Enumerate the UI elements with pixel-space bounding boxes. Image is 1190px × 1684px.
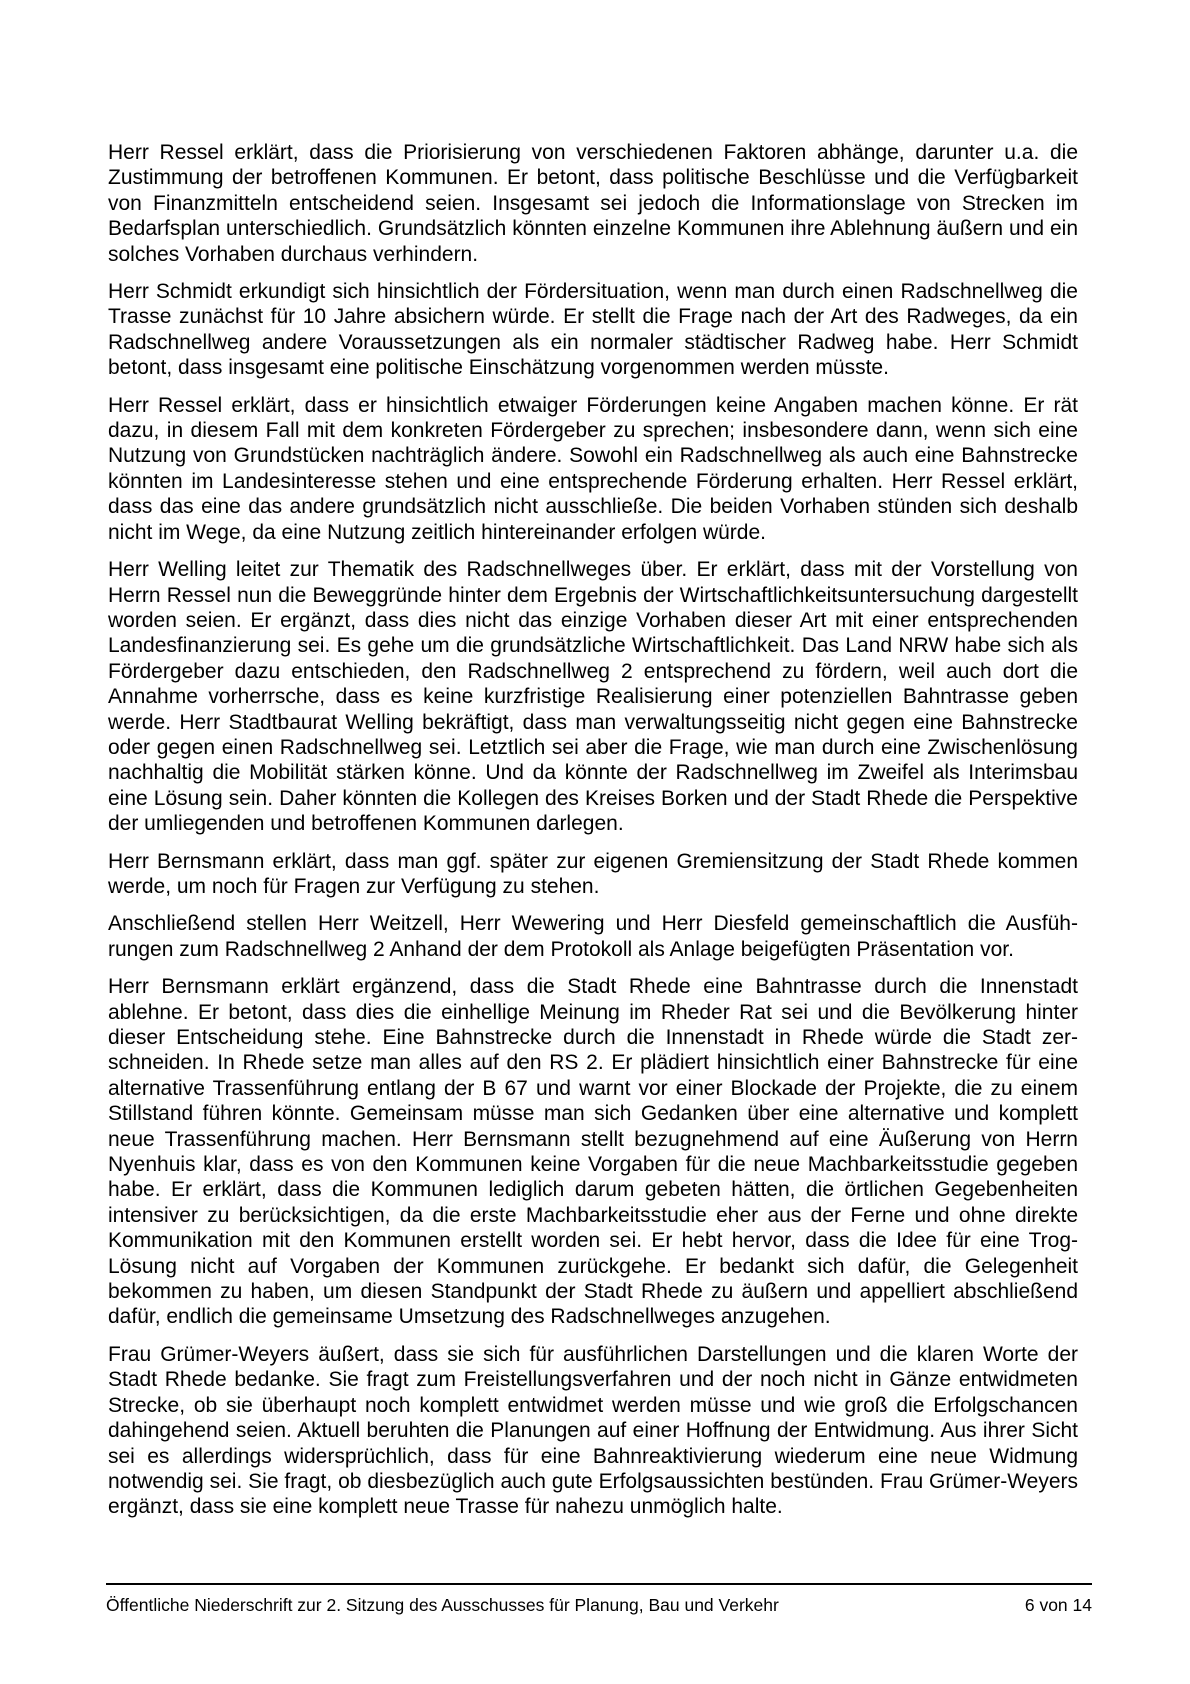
paragraph: Herr Bernsmann erklärt ergänzend, dass die Stadt Rhede eine Bahntrasse durch die Innenstadt ablehne. Er betont, dass dies die einhellige Meinung im Rheder Rat sei und die Bevölkerung hinter dieser Entscheidung stehe. Eine Bahnstrecke durch die Innenstadt in Rhede würde die Stadt zerschneiden. In Rhede setze man alles auf den RS 2. Er plädiert hinsichtlich einer Bahnstrecke für eine alternative Trassenführung entlang der B 67 und warnt vor einer Blockade der Projekte, die zu einem Stillstand führen könnte. Gemeinsam müsse man sich Gedanken über eine alternative und komplett neue Trassenführung machen. Herr Bernsmann stellt bezugnehmend auf eine Äußerung von Herrn Nyenhuis klar, dass es von den Kommunen keine Vorgaben für die neue Machbarkeitsstudie gegeben habe. Er erklärt, dass die Kommunen lediglich darum gebeten hätten, die örtlichen Gegebenheiten intensiver zu berücksichtigen, da die erste Machbarkeitsstudie eher aus der Ferne und ohne direkte Kommunikation mit den Kommunen erstellt worden sei. Er hebt hervor, dass die Idee für eine Trog-Lösung nicht auf Vorgaben der Kommunen zurückgehe. Er bedankt sich dafür, die Gelegenheit bekommen zu haben, um diesen Standpunkt der Stadt Rhede zu äußern und appelliert abschließend dafür, endlich die gemeinsame Umsetzung des Radschnellweges anzugehen. [108,975,1078,1329]
paragraph: Herr Ressel erklärt, dass er hinsichtlich etwaiger Förderungen keine Angaben machen könne. Er rät dazu, in diesem Fall mit dem konkreten Fördergeber zu sprechen; insbesondere dann, wenn sich eine Nutzung von Grundstücken nachträglich ändere. Sowohl ein Radschnellweg als auch eine Bahnstrecke könnten im Landesinteresse stehen und eine entsprechende Förderung erhalten. Herr Ressel erklärt, dass das eine das andere grundsätzlich nicht ausschließe. Die beiden Vorhaben stünden sich deshalb nicht im Wege, da eine Nutzung zeitlich hintereinander erfolgen würde. [108,393,1078,544]
footer-document-title: Öffentliche Niederschrift zur 2. Sitzung des Ausschusses für Planung, Bau und Verkehr [106,1595,779,1615]
paragraph: Anschließend stellen Herr Weitzell, Herr Wewering und Herr Diesfeld gemeinschaftlich die Ausführungen zum Radschnellweg 2 Anhand der dem Protokoll als Anlage beigefügten Präsentation vor. [108,912,1078,961]
page-footer [106,1583,1092,1616]
paragraph: Frau Grümer-Weyers äußert, dass sie sich für ausführlichen Darstellungen und die klaren Worte der Stadt Rhede bedanke. Sie fragt zum Freistellungsverfahren und der noch nicht in Gänze entwidmeten Strecke, ob sie überhaupt noch komplett entwidmet werden müsse und wie groß die Erfolgschancen dahingehend seien. Aktuell beruhten die Planungen auf einer Hoffnung der Entwidmung. Aus ihrer Sicht sei es allerdings widersprüchlich, dass für eine Bahnreaktivierung wiederum eine neue Widmung notwendig sei. Sie fragt, ob diesbezüglich auch gute Erfolgsaussichten bestünden. Frau Grümer-Weyers ergänzt, dass sie eine komplett neue Trasse für nahezu unmöglich halte. [108,1342,1078,1519]
footer-row [106,1585,1092,1616]
document-body [108,140,1078,1532]
footer-page-number: 6 von 14 [1024,1595,1092,1615]
paragraph: Herr Welling leitet zur Thematik des Radschnellweges über. Er erklärt, dass mit der Vorstellung von Herrn Ressel nun die Beweggründe hinter dem Ergebnis der Wirtschaftlichkeitsuntersuchung dargestellt worden seien. Er ergänzt, dass dies nicht das einzige Vorhaben dieser Art mit einer entsprechenden Landesfinanzierung sei. Es gehe um die grundsätzliche Wirtschaftlichkeit. Das Land NRW habe sich als Fördergeber dazu entschieden, den Radschnellweg 2 entsprechend zu fördern, weil auch dort die Annahme vorherrsche, dass es keine kurzfristige Realisierung einer potenziellen Bahntrasse geben werde. Herr Stadtbaurat Welling bekräftigt, dass man verwaltungsseitig nicht gegen eine Bahnstrecke oder gegen einen Radschnellweg sei. Letztlich sei aber die Frage, wie man durch eine Zwischenlösung nachhaltig die Mobilität stärken könne. Und da könnte der Radschnellweg im Zweifel als Interimsbau eine Lösung sein. Daher könnten die Kollegen des Kreises Borken und der Stadt Rhede die Perspektive der umliegenden und betroffenen Kommunen darlegen. [108,558,1078,836]
paragraph: Herr Schmidt erkundigt sich hinsichtlich der Fördersituation, wenn man durch einen Radschnellweg die Trasse zunächst für 10 Jahre absichern würde. Er stellt die Frage nach der Art des Radweges, da ein Radschnellweg andere Voraussetzungen als ein normaler städtischer Radweg habe. Herr Schmidt betont, dass insgesamt eine politische Einschätzung vorgenommen werden müsste. [108,280,1078,380]
paragraph: Herr Bernsmann erklärt, dass man ggf. später zur eigenen Gremiensitzung der Stadt Rhede kommen werde, um noch für Fragen zur Verfügung zu stehen. [108,849,1078,898]
paragraph: Herr Ressel erklärt, dass die Priorisierung von verschiedenen Faktoren abhänge, darunter u.a. die Zustimmung der betroffenen Kommunen. Er betont, dass politische Beschlüsse und die Verfügbarkeit von Finanzmitteln entscheidend seien. Insgesamt sei jedoch die Informationslage von Strecken im Bedarfsplan unterschiedlich. Grundsätzlich könnten einzelne Kommunen ihre Ablehnung äußern und ein solches Vorhaben durchaus verhindern. [108,141,1078,266]
